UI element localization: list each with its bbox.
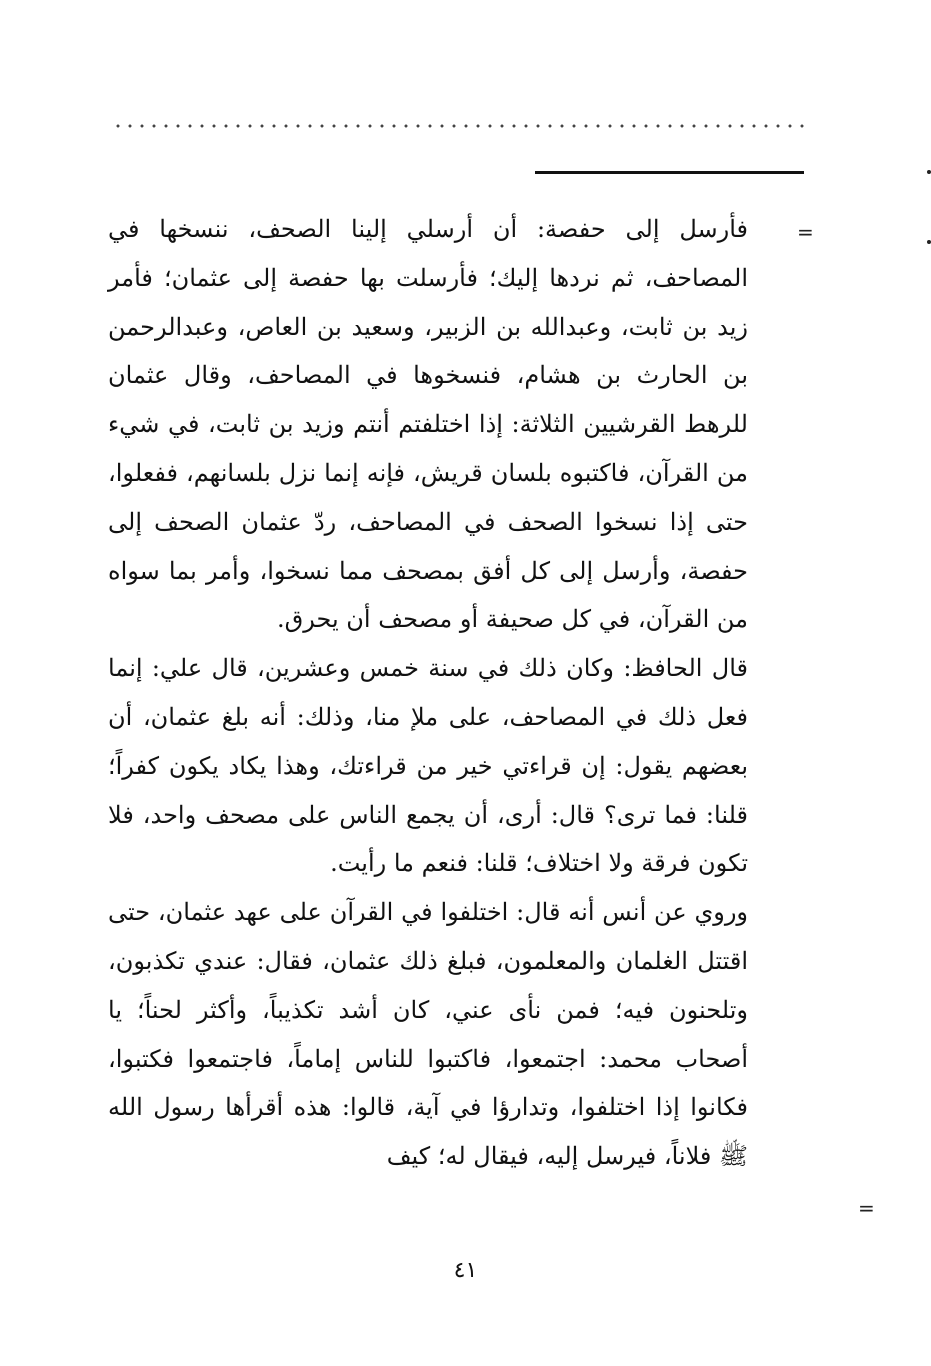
paragraph: فأرسل إلى حفصة: أن أرسلي إلينا الصحف، ننسخها في المصاحف، ثم نردها إليك؛ فأرسلت بها حفصة إلى عثمان؛ فأمر زيد بن ثابت، وعبدالله بن الزبير، وسعيد بن العاص، وعبدالرحمن بن الحارث بن هشام، فنسخوها في المصاحف، وقال عثمان للرهط القرشيين الثلاثة: إذا اختلفتم أنتم وزيد بن ثابت، في شيء من القرآن، فاكتبوه بلسان قريش، فإنه إنما نزل بلسانهم، ففعلوا، حتى إذا نسخوا الصحف في المصاحف، ردّ عثمان الصحف إلى حفصة، وأرسل إلى كل أفق بمصحف مما نسخوا، وأمر بما سواه من القرآن، في كل صحيفة أو مصحف أن يحرق.	[108, 215, 748, 634]
page-edge-mark	[927, 170, 931, 174]
dotted-separator	[112, 116, 807, 136]
page-number: ٤١	[453, 1258, 478, 1283]
continuation-mark-bottom: =	[858, 1196, 875, 1220]
paragraph: قال الحافظ: وكان ذلك في سنة خمس وعشرين، قال علي: إنما فعل ذلك في المصاحف، على ملإ منا، وذلك: أنه بلغ عثمان، أن بعضهم يقول: إن قراءتي خير من قراءتك، وهذا يكاد يكون كفراً؛ قلنا: فما ترى؟ قال: أرى، أن يجمع الناس على مصحف واحد، فلا تكون فرقة ولا اختلاف؛ قلنا: فنعم ما رأيت.	[108, 654, 748, 878]
continuation-mark-top: =	[797, 220, 814, 244]
footnote-rule	[535, 171, 804, 174]
page-edge-mark	[927, 240, 931, 244]
footnote-text	[108, 205, 748, 1181]
paragraph: وروي عن أنس أنه قال: اختلفوا في القرآن على عهد عثمان، حتى اقتتل الغلمان والمعلمون، فبلغ ذلك عثمان، فقال: عندي تكذبون، وتلحنون فيه؛ فمن نأى عني، كان أشد تكذيباً، وأكثر لحناً؛ يا أصحاب محمد: اجتمعوا، فاكتبوا للناس إماماً، فاجتمعوا فكتبوا، فكانوا إذا اختلفوا، وتدارؤا في آية، قالوا: هذه أقرأها رسول الله ﷺ فلاناً، فيرسل إليه، فيقال له؛ كيف	[108, 898, 749, 1171]
